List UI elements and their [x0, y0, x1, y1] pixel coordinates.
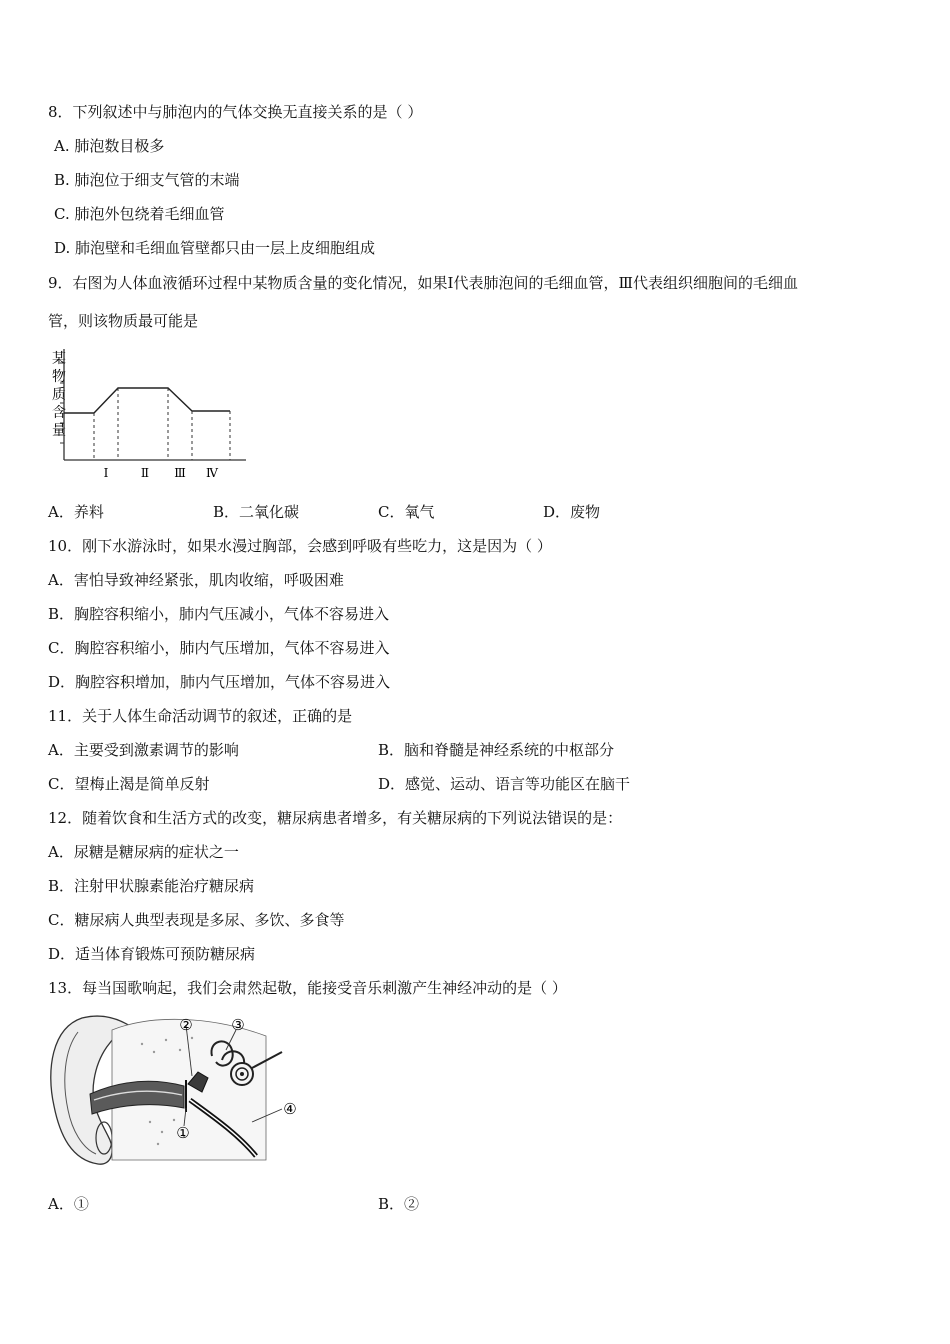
q9-ylabel-0: 某: [52, 351, 66, 367]
q9-ylabel-4: 量: [52, 423, 66, 439]
q9-option-d: D．废物: [543, 503, 601, 521]
q10-option-b: B．胸腔容积缩小，肺内气压减小，气体不容易进入: [48, 605, 390, 623]
q12-option-b: B．注射甲状腺素能治疗糖尿病: [48, 877, 255, 895]
q9-stem-line1: 9．右图为人体血液循环过程中某物质含量的变化情况，如果Ⅰ代表肺泡间的毛细血管，Ⅲ代表组织细胞间的毛细血: [48, 274, 798, 292]
q9-option-b: B．二氧化碳: [213, 503, 300, 521]
q12-option-c: C．糖尿病人典型表现是多尿、多饮、多食等: [48, 911, 345, 929]
q9-option-c: C．氧气: [378, 503, 435, 521]
ear-label-4: ④: [283, 1100, 297, 1118]
q12-option-d: D．适当体育锻炼可预防糖尿病: [48, 945, 256, 963]
q9-curve: [64, 388, 230, 413]
q13-ear-figure: [42, 1010, 304, 1170]
q11-stem: 11．关于人体生命活动调节的叙述，正确的是: [48, 707, 353, 725]
q9-xtick-2: Ⅱ: [140, 466, 150, 480]
q8-option-a: A. 肺泡数目极多: [54, 137, 165, 155]
q13-option-b: B．②: [378, 1195, 420, 1213]
q8-stem: 8．下列叙述中与肺泡内的气体交换无直接关系的是（ ）: [48, 103, 423, 121]
q13-ear-svg: [42, 1010, 304, 1170]
q8-option-c: C. 肺泡外包绕着毛细血管: [54, 205, 225, 223]
ear-label-2: ②: [179, 1016, 193, 1034]
q10-option-d: D．胸腔容积增加，肺内气压增加，气体不容易进入: [48, 673, 391, 691]
q8-option-b: B. 肺泡位于细支气管的末端: [54, 171, 240, 189]
q10-stem: 10．刚下水游泳时，如果水漫过胸部，会感到呼吸有些吃力，这是因为（ ）: [48, 537, 552, 555]
q8-option-d: D. 肺泡壁和毛细血管壁都只由一层上皮细胞组成: [54, 239, 376, 257]
q9-ylabel-2: 质: [52, 387, 66, 403]
q9-xtick-1: Ⅰ: [103, 466, 109, 480]
q9-ylabel-3: 含: [52, 405, 66, 421]
cochlea-core: [240, 1072, 244, 1076]
ear-label-1: ①: [176, 1124, 190, 1142]
q11-option-d: D．感觉、运动、语言等功能区在脑干: [378, 775, 631, 793]
q11-option-a: A．主要受到激素调节的影响: [48, 741, 239, 759]
q9-xtick-3: Ⅲ: [174, 466, 186, 480]
q13-stem: 13．每当国歌响起，我们会肃然起敬，能接受音乐刺激产生神经冲动的是（ ）: [48, 979, 567, 997]
q9-xtick-4: Ⅳ: [206, 466, 218, 480]
q9-ylabel-1: 物: [52, 369, 66, 385]
q11-option-c: C．望梅止渴是简单反射: [48, 775, 210, 793]
q10-option-a: A．害怕导致神经紧张，肌肉收缩，呼吸困难: [48, 571, 344, 589]
ear-label-3: ③: [231, 1016, 245, 1034]
q9-option-a: A．养料: [48, 503, 104, 521]
q10-option-c: C．胸腔容积缩小，肺内气压增加，气体不容易进入: [48, 639, 390, 657]
q9-stem-line2: 管，则该物质最可能是: [48, 312, 199, 330]
q11-option-b: B．脑和脊髓是神经系统的中枢部分: [378, 741, 615, 759]
q13-option-a: A．①: [48, 1195, 89, 1213]
q12-stem: 12．随着饮食和生活方式的改变，糖尿病患者增多，有关糖尿病的下列说法错误的是：: [48, 809, 623, 827]
q12-option-a: A．尿糖是糖尿病的症状之一: [48, 843, 239, 861]
q9-graph: [40, 345, 260, 485]
q9-graph-svg: [40, 345, 260, 485]
